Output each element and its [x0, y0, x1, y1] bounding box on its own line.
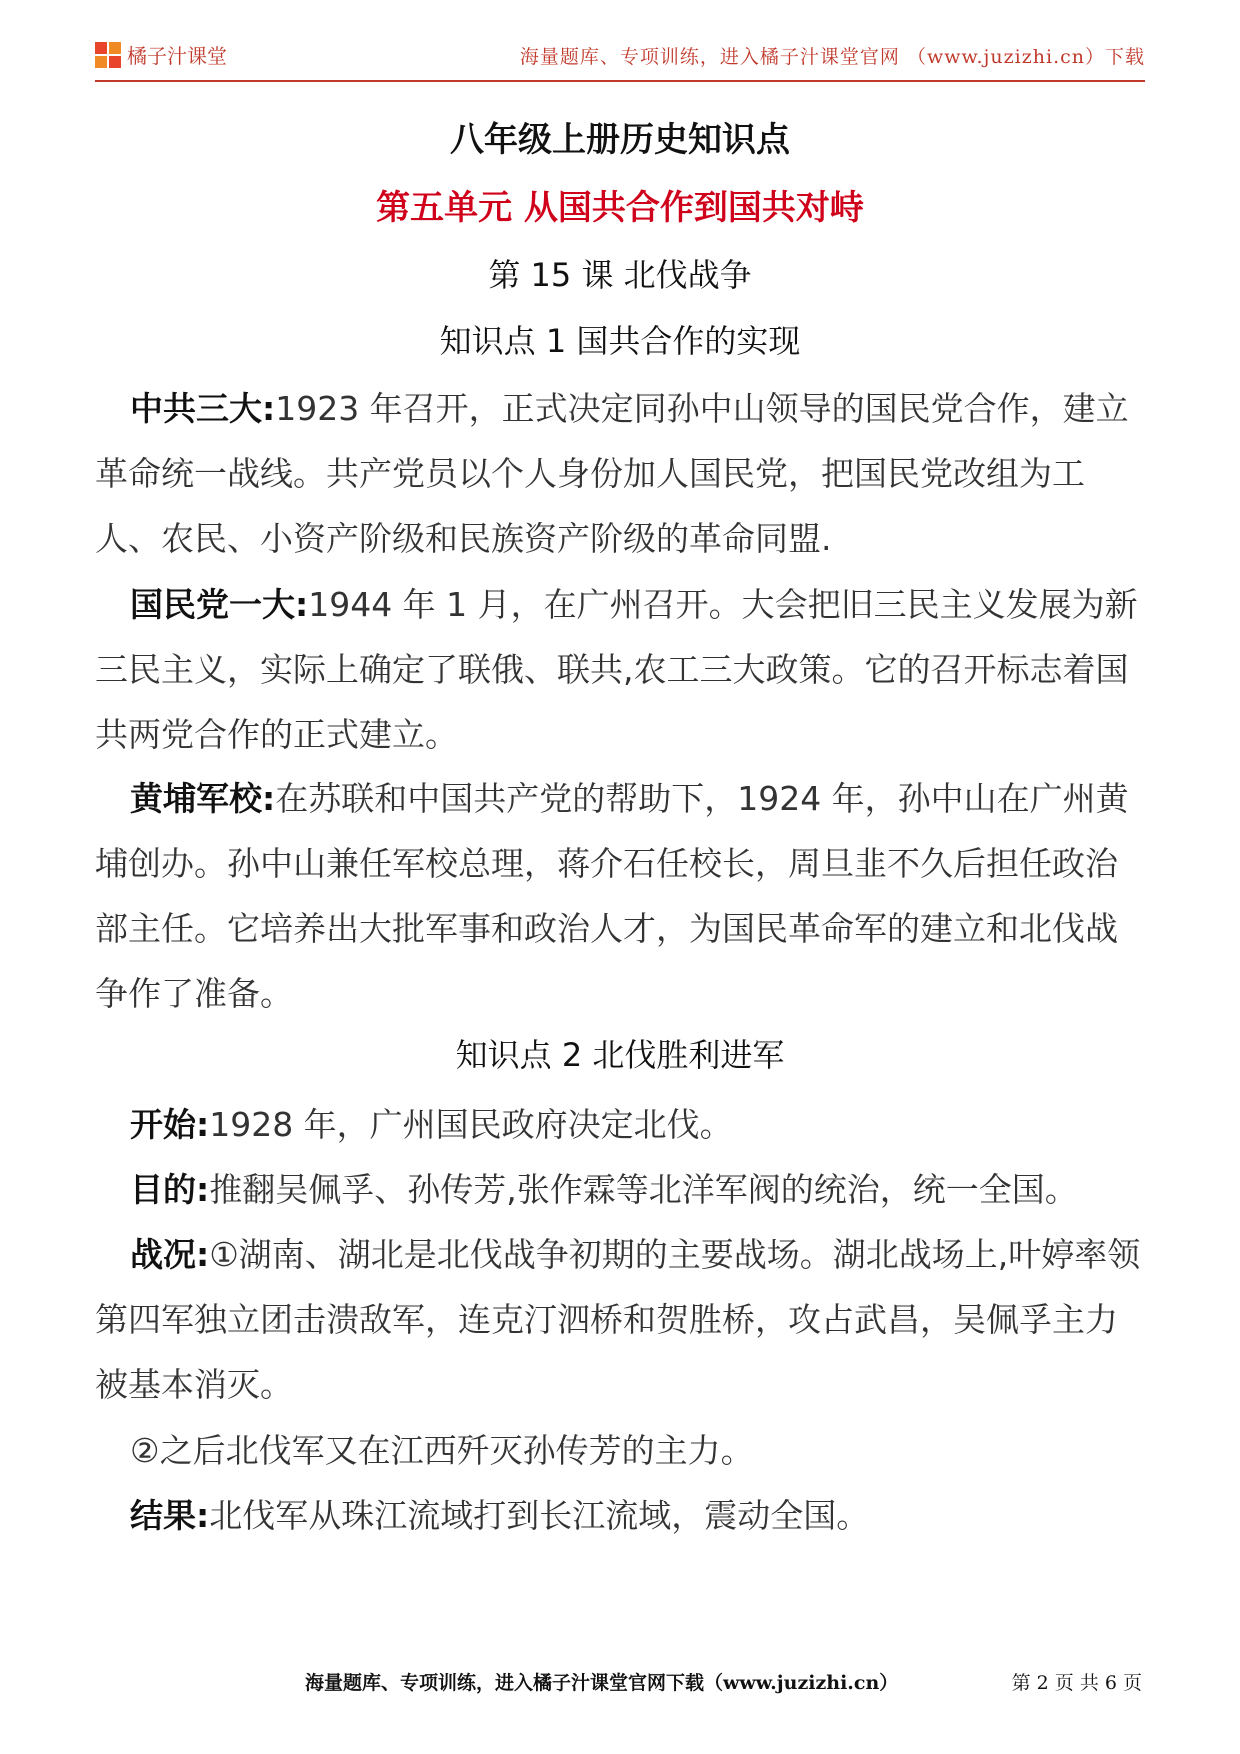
paragraph-label: 结果:: [130, 1496, 210, 1535]
page-header: [95, 40, 1145, 82]
paragraph-ccp-third-congress: [95, 376, 1145, 571]
lesson-title: 第 15 课 北伐战争: [488, 256, 752, 294]
paragraph-label: 黄埔军校:: [130, 779, 276, 818]
paragraph-label: 国民党一大:: [130, 585, 309, 624]
paragraph-battle-status: [95, 1222, 1145, 1417]
paragraph-result: [95, 1483, 1145, 1548]
page-footer: [0, 1668, 1240, 1698]
paragraph-text: 1923 年召开，正式决定同孙中山领导的国民党合作，建立革命统一战线。共产党员以个人身份加人国民党，把国民党改组为工人、农民、小资产阶级和民族资产阶级的革命同盟.: [95, 389, 1129, 558]
paragraph-label: 开始:: [130, 1105, 210, 1144]
document-title: 八年级上册历史知识点: [450, 120, 790, 160]
header-slogan[interactable]: 海量题库、专项训练，进入橘子汁课堂官网 （www.juzizhi.cn）下载: [519, 46, 1145, 68]
paragraph-purpose: [95, 1157, 1145, 1222]
paragraph-text: ②之后北伐军又在江西歼灭孙传芳的主力。: [130, 1431, 754, 1470]
paragraph-text: 在苏联和中国共产党的帮助下，1924 年，孙中山在广州黄埔创办。孙中山兼任军校总理，蒋介石任校长，周旦韭不久后担任政治部主任。它培养出大批军事和政治人才，为国民革命军的建立和北伐战争作了准备。: [95, 779, 1129, 1013]
logo-icon: [95, 42, 121, 68]
paragraph-whampoa-academy: [95, 766, 1145, 1026]
paragraph-label: 战况:: [130, 1235, 210, 1274]
footer-link-text[interactable]: 海量题库、专项训练，进入橘子汁课堂官网下载（www.juzizhi.cn）: [305, 1672, 899, 1694]
header-divider: [95, 80, 1145, 82]
page-number: 第 2 页 共 6 页: [1011, 1672, 1142, 1694]
unit-title: 第五单元 从国共合作到国共对峙: [376, 188, 864, 228]
knowledge-point-2-heading: 知识点 2 北伐胜利进军: [455, 1036, 785, 1074]
paragraph-jiangxi: [95, 1418, 1145, 1483]
paragraph-text: 北伐军从珠江流域打到长江流域，震动全国。: [209, 1496, 870, 1535]
paragraph-text: 1944 年 1 月，在广州召开。大会把旧三民主义发展为新三民主义，实际上确定了联俄、联共,农工三大政策。它的召开标志着国共两党合作的正式建立。: [95, 585, 1138, 754]
paragraph-text: 推翻吴佩孚、孙传芳,张作霖等北洋军阀的统治，统一全国。: [209, 1170, 1078, 1209]
paragraph-kmt-first-congress: [95, 572, 1145, 767]
logo-text: 橘子汁课堂: [127, 44, 227, 68]
paragraph-text: ①湖南、湖北是北伐战争初期的主要战场。湖北战场上,叶婷率领第四军独立团击溃敌军，连克汀泗桥和贺胜桥，攻占武昌，吴佩孚主力被基本消灭。: [95, 1235, 1141, 1404]
paragraph-text: 1928 年，广州国民政府决定北伐。: [209, 1105, 733, 1144]
paragraph-start: [95, 1092, 1145, 1157]
paragraph-label: 目的:: [130, 1170, 210, 1209]
site-logo[interactable]: [95, 40, 227, 69]
paragraph-label: 中共三大:: [130, 389, 276, 428]
knowledge-point-1-heading: 知识点 1 国共合作的实现: [439, 322, 801, 360]
